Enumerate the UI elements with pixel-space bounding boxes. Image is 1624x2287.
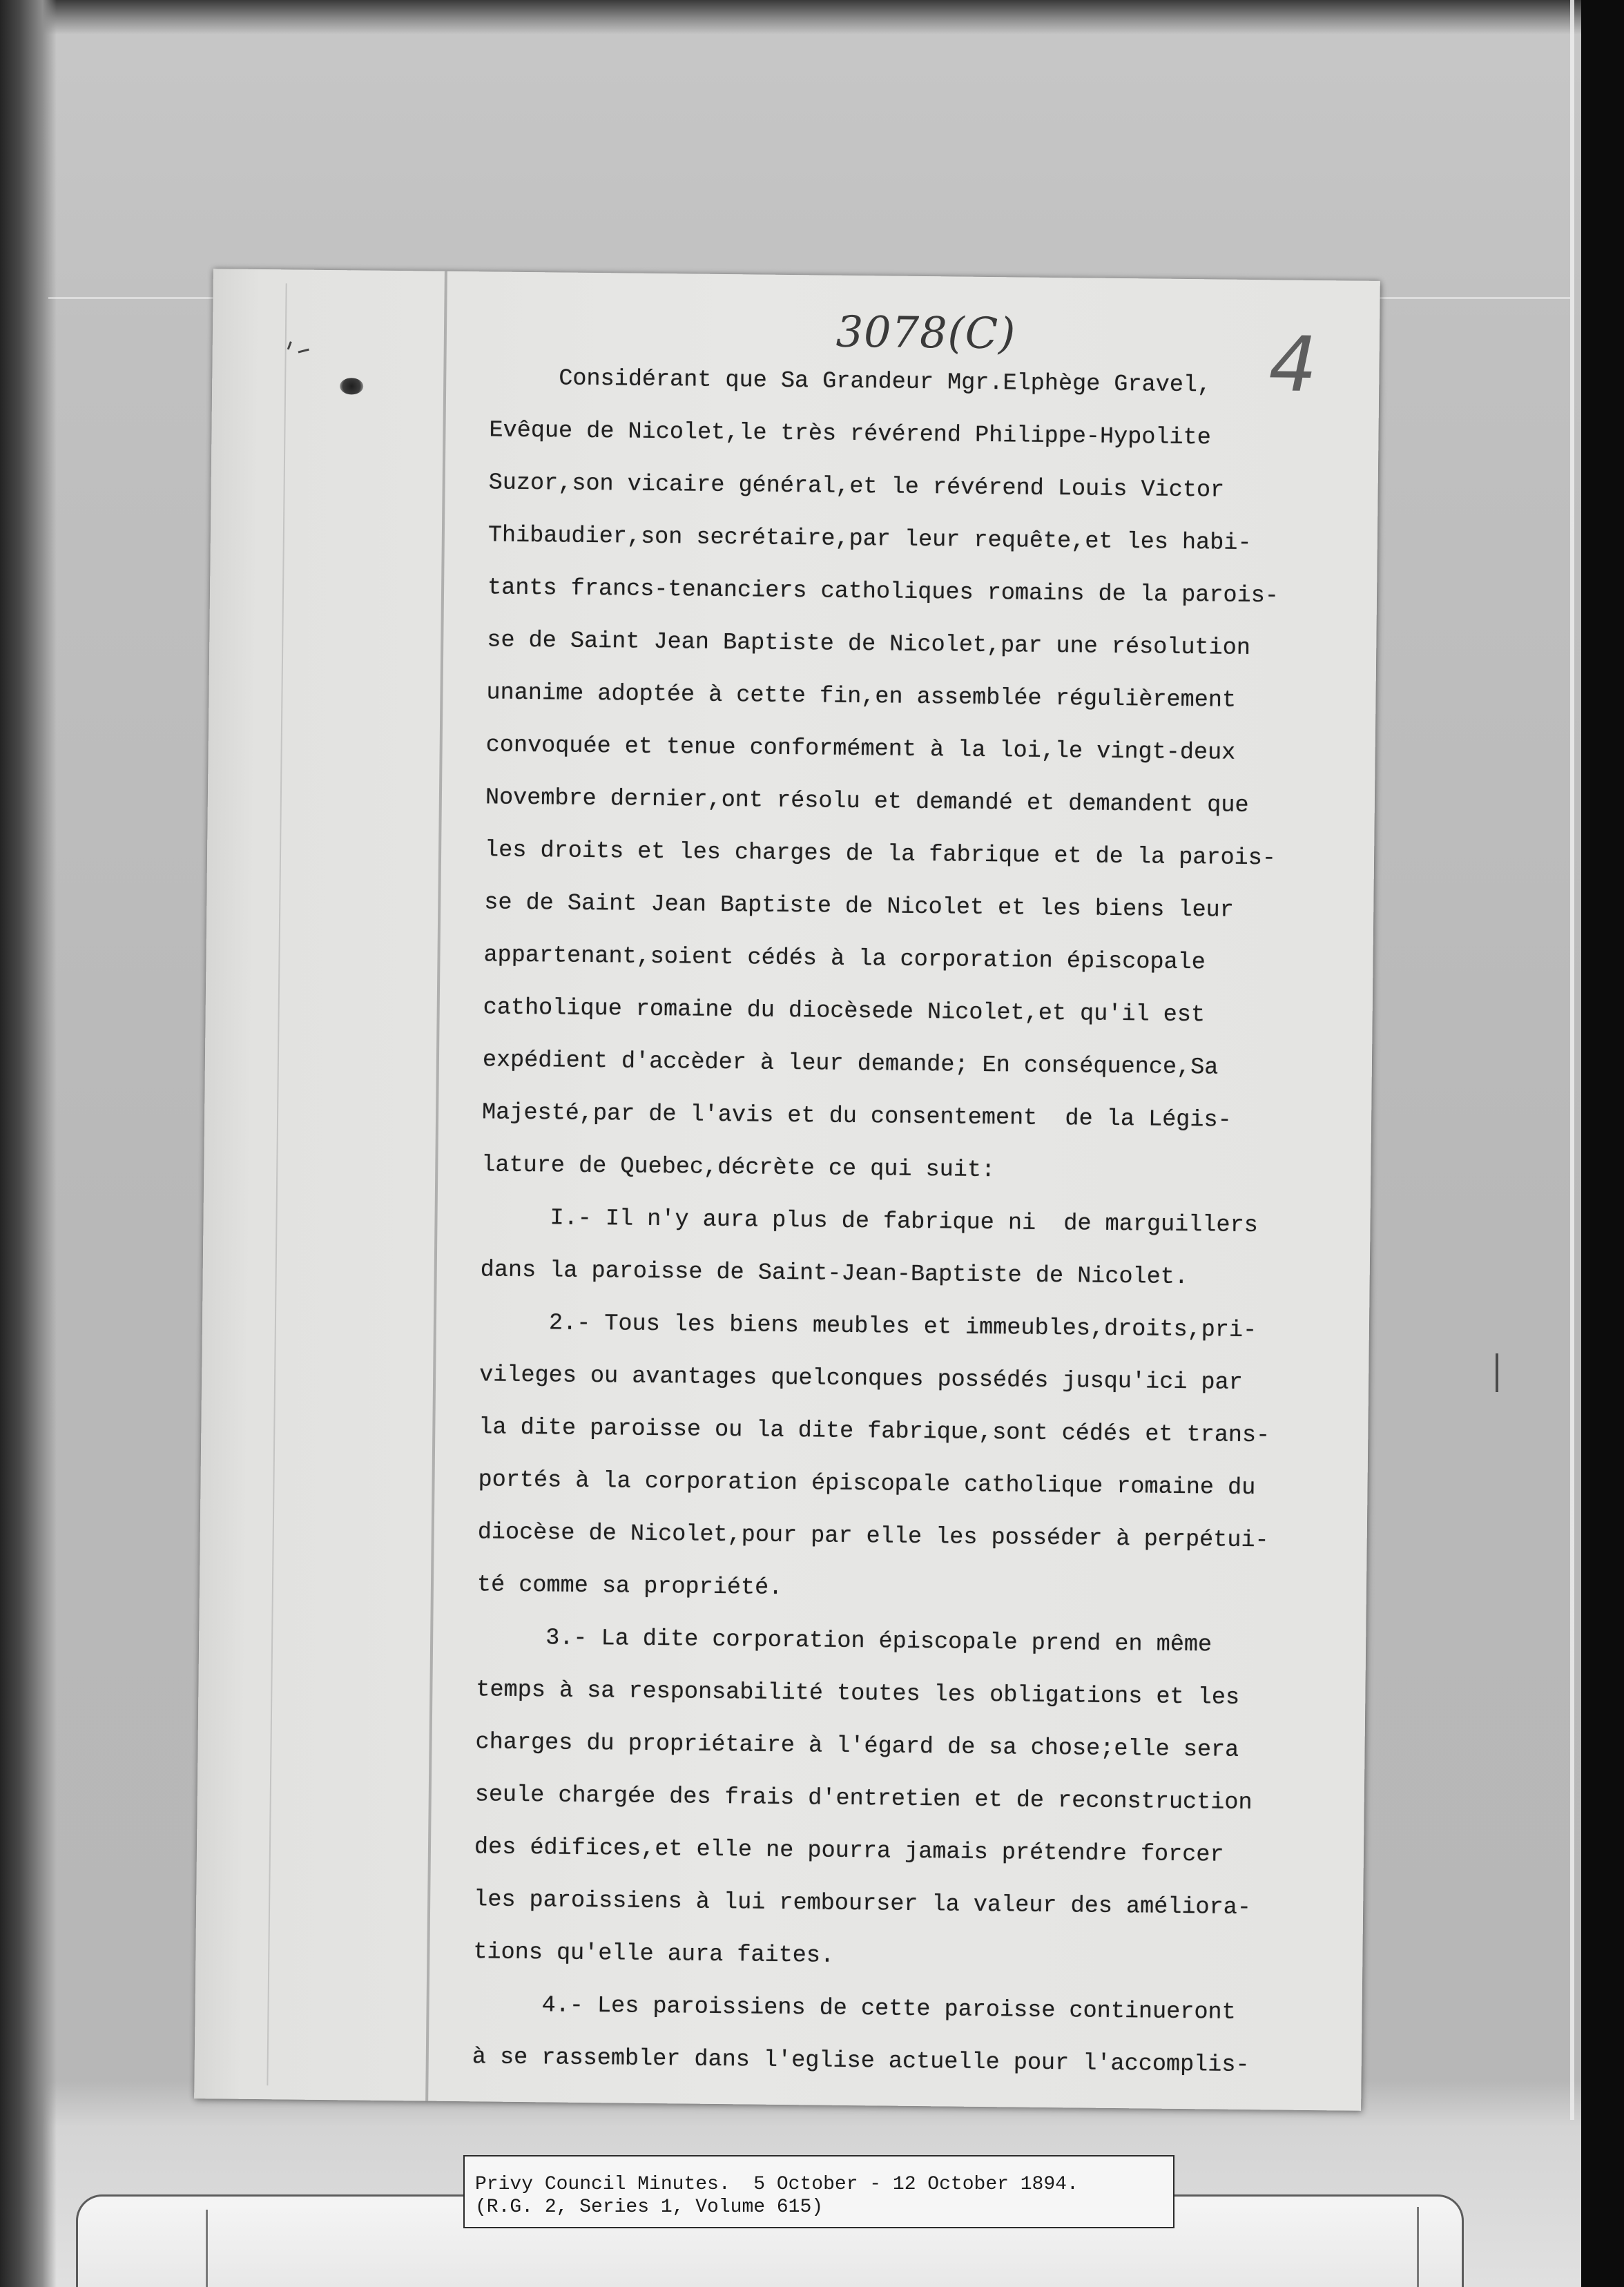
article-1-paragraph: [480, 1191, 1344, 1305]
text-line: Evêque de Nicolet,le très révérend Philippe-Hypolite: [489, 417, 1212, 452]
text-line: temps à sa responsabilité toutes les obligations et les: [476, 1677, 1240, 1711]
text-line: les paroissiens à lui rembourser la valeur des améliora-: [474, 1886, 1252, 1922]
text-line: tions qu'elle aura faites.: [473, 1939, 835, 1969]
scan-right-edge: [1581, 0, 1624, 2287]
archive-label-title: Privy Council Minutes. 5 October - 12 October 1894.: [475, 2174, 1079, 2195]
text-line: lature de Quebec,décrète ce qui suit:: [481, 1152, 996, 1184]
text-line: Majesté,par de l'avis et du consentement de la Légis-: [481, 1099, 1232, 1134]
text-line: I.- Il n'y aura plus de fabrique ni de marguillers: [550, 1205, 1258, 1239]
text-line: Thibaudier,son secrétaire,par leur requête,et les habi-: [487, 522, 1252, 557]
text-line: charges du propriétaire à l'égard de sa chose;elle sera: [475, 1729, 1239, 1764]
text-line: té comme sa propriété.: [476, 1572, 783, 1601]
preamble-paragraph: [481, 351, 1353, 1200]
text-line: portés à la corporation épiscopale catholique romaine du: [478, 1467, 1256, 1502]
paper-fold-line: [267, 283, 287, 2085]
text-line: 3.- La dite corporation épiscopale prend en même: [545, 1625, 1212, 1659]
sheet-roll-edge: [206, 2210, 208, 2287]
text-line: expédient d'accèder à leur demande; En conséquence,Sa: [482, 1047, 1219, 1081]
scan-right-streak: [1570, 0, 1574, 2120]
scan-top-edge: [0, 0, 1581, 35]
text-line: Novembre dernier,ont résolu et demandé et demandent que: [485, 784, 1249, 819]
text-line: Suzor,son vicaire général,et le révérend Louis Victor: [488, 470, 1225, 504]
article-4-paragraph: [472, 1978, 1336, 2092]
article-3-paragraph: [473, 1611, 1340, 1987]
text-line: des édifices,et elle ne pourra jamais prétendre forcer: [474, 1834, 1224, 1869]
text-line: appartenant,soient cédés à la corporation épiscopale: [483, 942, 1206, 976]
document-body: [472, 351, 1353, 2092]
text-line: 2.- Tous les biens meubles et immeubles,droits,pri-: [548, 1310, 1257, 1344]
text-line: seule chargée des frais d'entretien et de reconstruction: [474, 1782, 1253, 1817]
text-line: tants francs-tenanciers catholiques romains de la parois-: [487, 575, 1279, 610]
text-line: dans la paroisse de Saint-Jean-Baptiste de Nicolet.: [480, 1257, 1189, 1291]
archive-label-reference: (R.G. 2, Series 1, Volume 615): [475, 2197, 824, 2218]
scan-left-edge: [0, 0, 57, 2287]
text-line: se de Saint Jean Baptiste de Nicolet,par une résolution: [487, 627, 1251, 662]
document-page: [194, 269, 1380, 2111]
text-line: à se rassembler dans l'eglise actuelle pour l'accomplis-: [472, 2044, 1250, 2079]
handwritten-archive-number: 3078(C): [835, 306, 1016, 359]
text-line: diocèse de Nicolet,pour par elle les posséder à perpétui-: [477, 1519, 1269, 1554]
scan-mark: [1496, 1353, 1498, 1392]
handwritten-page-number: 4: [1268, 320, 1318, 409]
sheet-roll-edge: [1417, 2207, 1419, 2287]
text-line: vileges ou avantages quelconques possédés jusqu'ici par: [478, 1362, 1243, 1396]
archive-reference-label: [463, 2155, 1174, 2228]
article-2-paragraph: [477, 1296, 1344, 1620]
stray-pen-mark: [287, 341, 292, 349]
stray-pen-mark: [298, 349, 309, 354]
text-line: les droits et les charges de la fabrique et de la parois-: [484, 837, 1277, 872]
text-line: la dite paroisse ou la dite fabrique,sont cédés et trans-: [478, 1414, 1270, 1449]
text-line: 4.- Les paroissiens de cette paroisse continueront: [541, 1992, 1236, 2026]
margin-rule: [425, 271, 447, 2101]
text-line: Considérant que Sa Grandeur Mgr.Elphège Gravel,: [559, 365, 1212, 399]
text-line: unanime adoptée à cette fin,en assemblée régulièrement: [486, 679, 1237, 714]
text-line: catholique romaine du diocèsede Nicolet,et qu'il est: [483, 994, 1206, 1029]
text-line: convoquée et tenue conformément à la loi,le vingt-deux: [485, 732, 1236, 766]
ink-smudge: [340, 378, 363, 394]
text-line: se de Saint Jean Baptiste de Nicolet et les biens leur: [484, 889, 1235, 924]
